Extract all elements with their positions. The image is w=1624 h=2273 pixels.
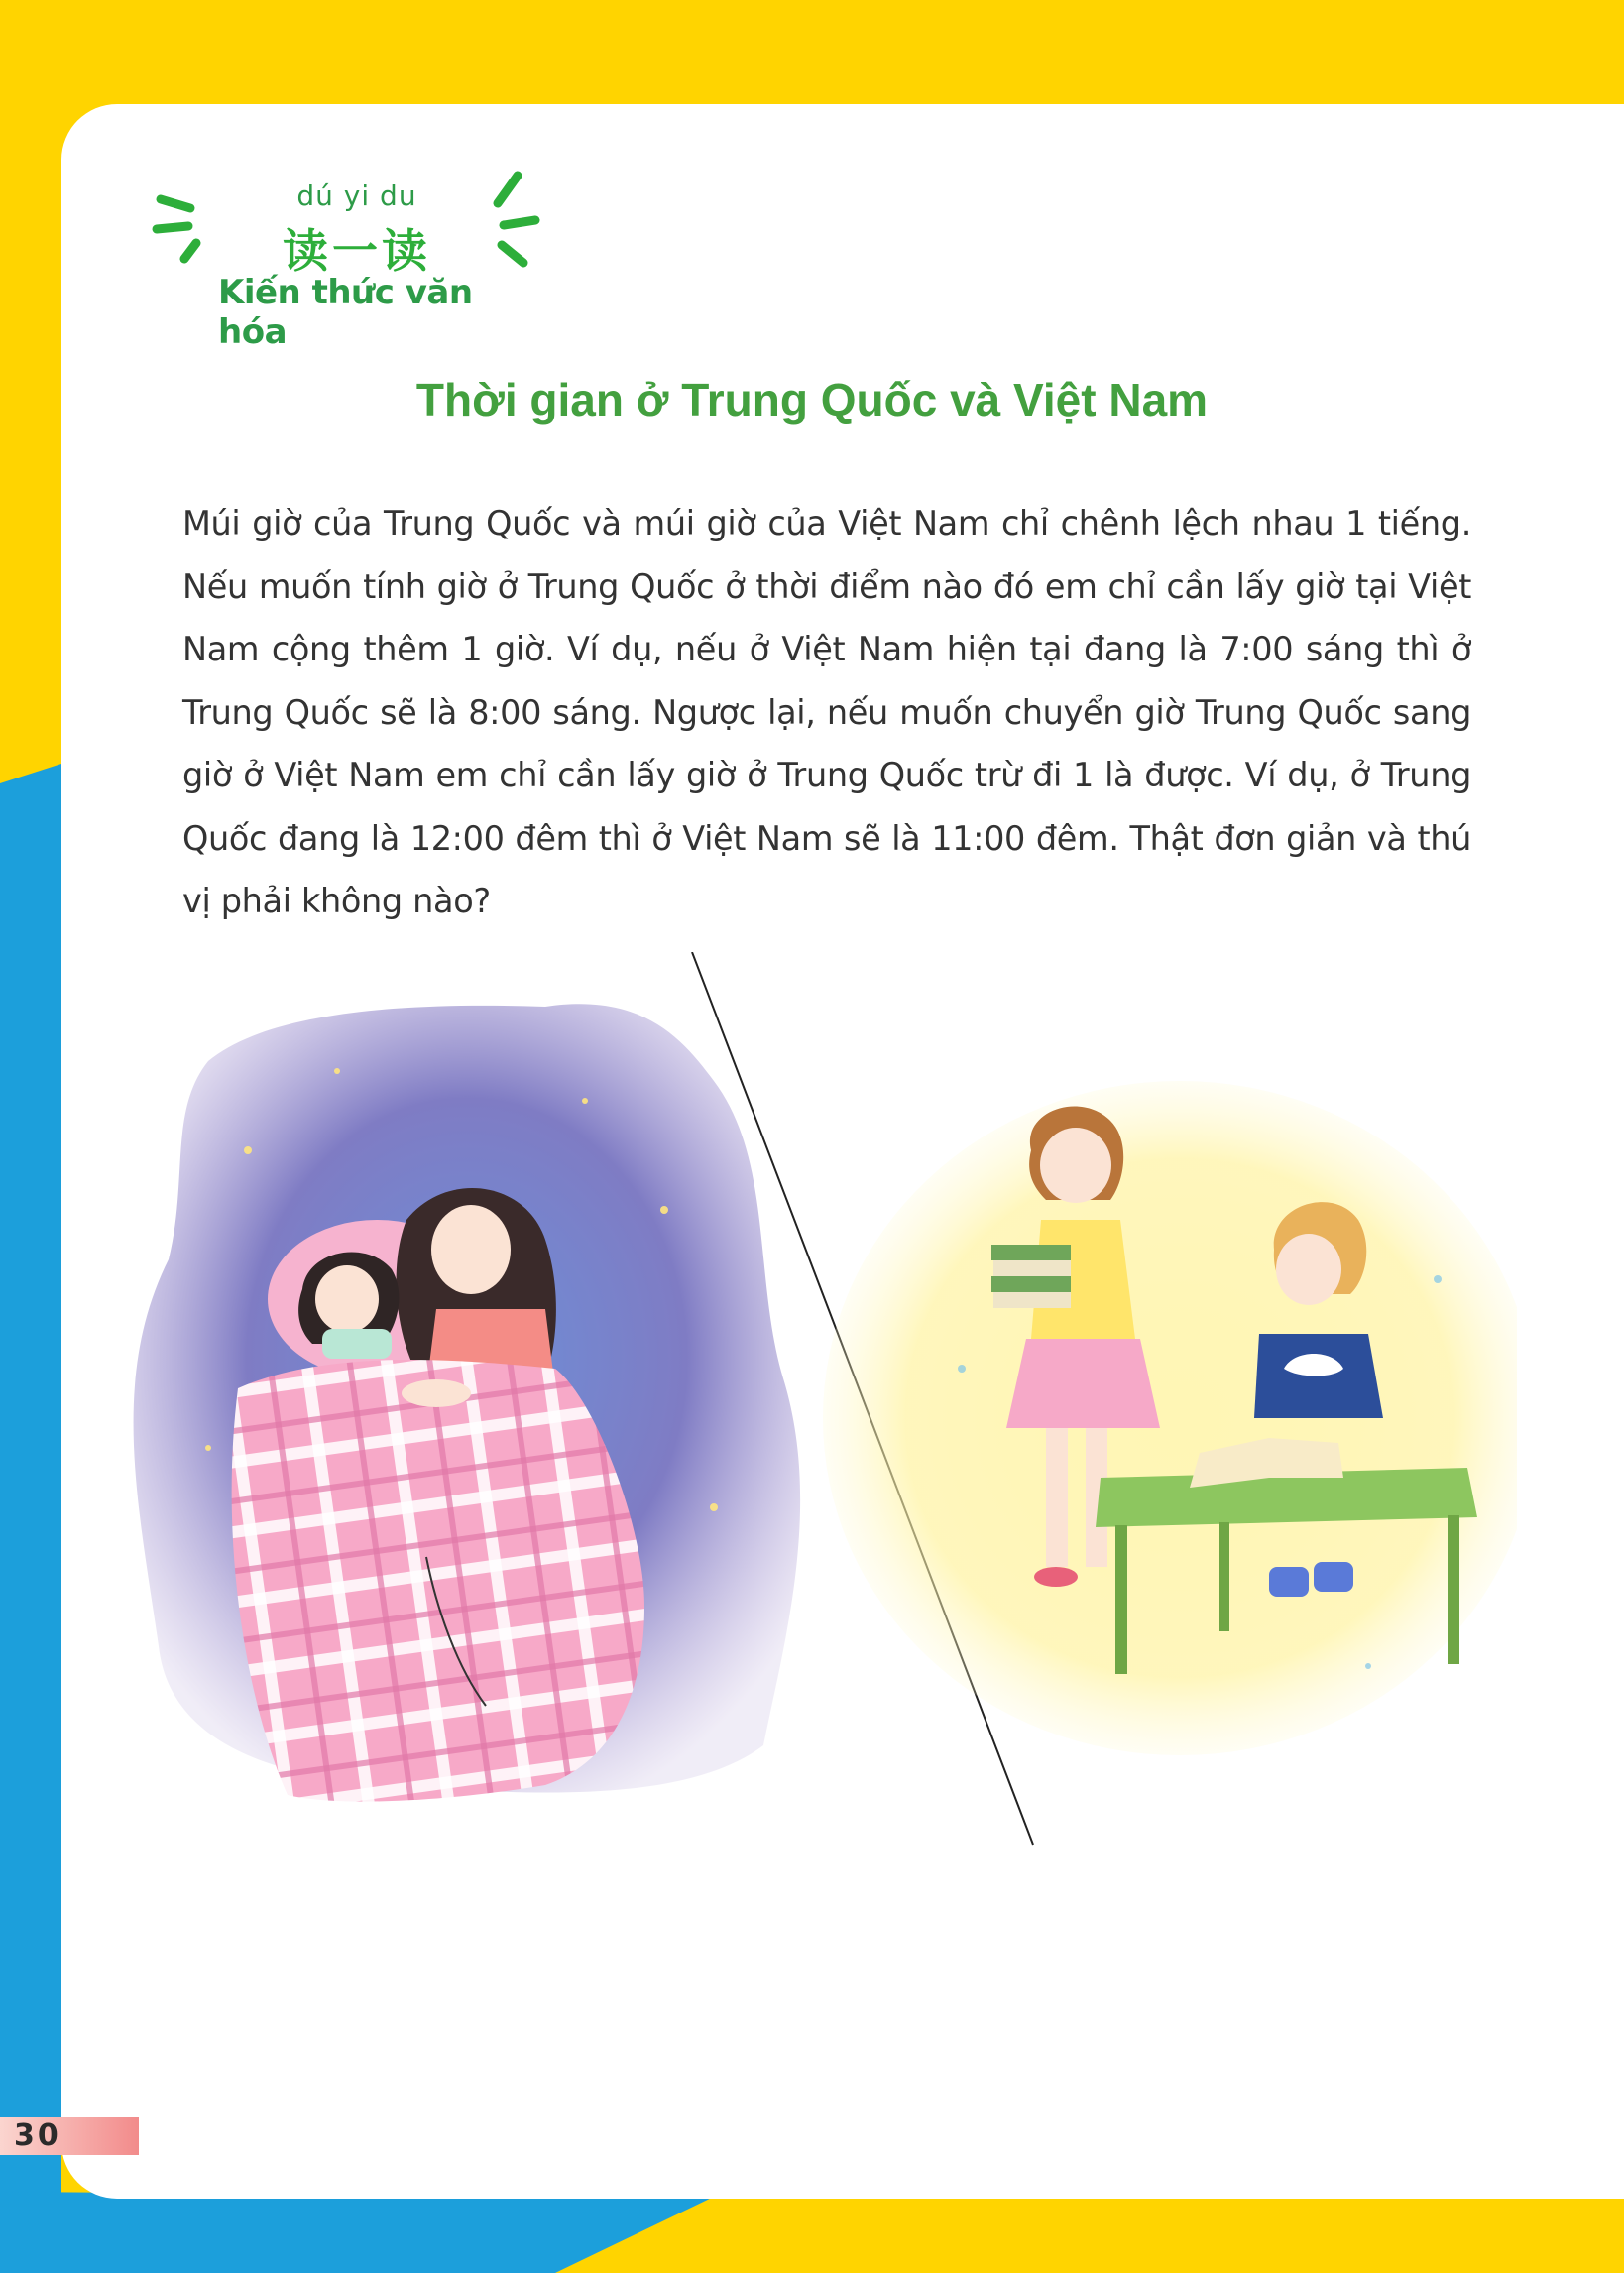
section-badge bbox=[149, 164, 545, 352]
illustration bbox=[129, 952, 1517, 1864]
day-scene bbox=[823, 1081, 1517, 1755]
blue-background-shape bbox=[0, 764, 61, 2273]
night-scene bbox=[134, 1004, 801, 1801]
section-label: Kiến thức văn hóa bbox=[218, 273, 473, 352]
page-title: Thời gian ở Trung Quốc và Việt Nam bbox=[415, 374, 1209, 425]
chinese-heading: 读一读 bbox=[283, 224, 431, 278]
body-paragraph: Múi giờ của Trung Quốc và múi giờ của Việt Nam chỉ chênh lệch nhau 1 tiếng. Nếu muốn tính giờ ở Trung Quốc ở thời điểm nào đó em chỉ cần lấy giờ tại Việt Nam cộng thêm 1 giờ. Ví dụ, nếu ở Việt Nam hiện tại đang là 7:00 sáng thì ở Trung Quốc sẽ là 8:00 sáng. Ngược lại, nếu muốn chuyển giờ Trung Quốc sang giờ ở Việt Nam em chỉ cần lấy giờ ở Trung Quốc trừ đi 1 là được. Ví dụ, ở Trung Quốc đang là 12:00 đêm thì ở Việt Nam sẽ là 11:00 đêm. Thật đơn giản và thú vị phải không nào? bbox=[182, 504, 1471, 920]
page-number: 30 bbox=[0, 2117, 139, 2155]
pinyin-label: dú yi du bbox=[296, 179, 417, 212]
